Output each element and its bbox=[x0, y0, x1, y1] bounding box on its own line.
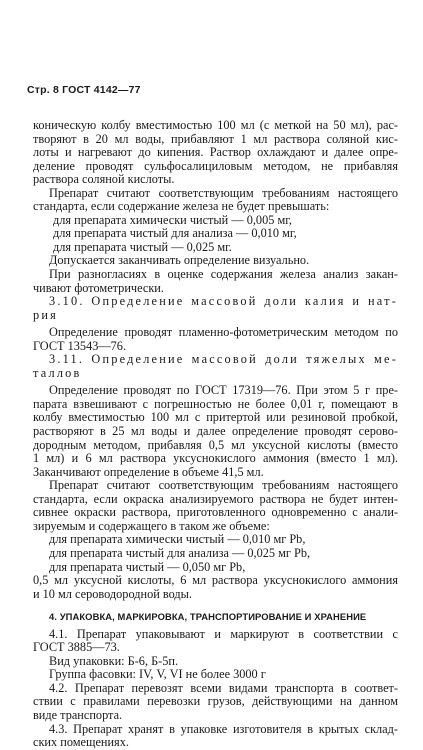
text-line: ствии с правилами перевозки грузов, действующими на данном bbox=[33, 694, 398, 709]
text-line: Препарат считают соответствующим требованиям настоящего bbox=[49, 478, 398, 493]
text-line: сивнее окраски раствора, приготовленного одновременно с анали- bbox=[33, 505, 398, 520]
text-line: зируемым и содержащего в таком же объеме: bbox=[33, 518, 270, 533]
text-line: Определение проводят по ГОСТ 17319—76. При этом 5 г пре- bbox=[49, 383, 398, 398]
text-line: 4.2. Препарат перевозят всеми видами транспорта в соответ- bbox=[49, 680, 398, 695]
text-line: чивают фотометрически. bbox=[33, 280, 164, 295]
text-line: 4.3. Препарат хранят в упаковке изготовителя в крытых склад- bbox=[49, 721, 398, 736]
text-line: коническую колбу вместимостью 100 мл (с меткой на 50 мл), рас- bbox=[33, 118, 398, 132]
text-line: 1 мл) и 6 мл раствора уксуснокислого аммония (вместо 1 мл). bbox=[33, 451, 398, 466]
section-heading-3-10-cont: рия bbox=[33, 307, 58, 322]
text-line: Группа фасовки: IV, V, VI не более 3000 г bbox=[49, 667, 266, 682]
section-heading-3-11: 3.11. Определение массовой доли тяжелых ме- bbox=[49, 352, 398, 367]
text-line: 0,5 мл уксусной кислоты, 6 мл раствора уксуснокислого аммония bbox=[33, 573, 398, 588]
text-line: ГОСТ 13543—76. bbox=[33, 338, 127, 353]
page-header: Стр. 8 ГОСТ 4142—77 bbox=[27, 84, 141, 96]
text-line: Препарат считают соответствующим требованиям настоящего bbox=[49, 185, 398, 200]
document-body bbox=[33, 119, 398, 750]
text-line: дородным методом, прибавляя 0,5 мл уксусной кислоты (вместо bbox=[33, 437, 398, 452]
text-line: для препарата химически чистый — 0,010 мг Pb, bbox=[49, 532, 306, 547]
text-line: парата взвешивают с погрешностью не более 0,01 г, помещают в bbox=[33, 396, 398, 411]
text-line: растворяют в 25 мл воды и далее определение проводят серово- bbox=[33, 424, 398, 439]
text-line: При разногласиях в оценке содержания железа анализ закан- bbox=[49, 267, 398, 282]
text-line: Допускается заканчивать определение визуально. bbox=[49, 253, 310, 268]
text-line: Вид упаковки: Б-6, Б-5п. bbox=[49, 653, 179, 668]
text-line: стандарта, если содержание железа не будет превышать: bbox=[33, 199, 330, 214]
section-heading-3-10: 3.10. Определение массовой доли калия и нат- bbox=[49, 294, 398, 309]
text-line: стандарта, если окраска анализируемого раствора не будет интен- bbox=[33, 491, 398, 506]
text-line: 4.1. Препарат упаковывают и маркируют в соответствии с bbox=[49, 626, 398, 641]
text-line: Определение проводят пламенно-фотометрическим методом по bbox=[49, 325, 398, 340]
text-line: творяют в 20 мл воды, прибавляют 1 мл раствора соляной кис- bbox=[33, 131, 398, 146]
text-line: для препарата чистый — 0,050 мг Pb, bbox=[49, 559, 246, 574]
text-line: и 10 мл сероводородной воды. bbox=[33, 586, 192, 601]
text-line: Заканчивают определение в объеме 41,5 мл. bbox=[33, 464, 264, 479]
text-line: лоты и нагревают до кипения. Раствор охлаждают и далее опре- bbox=[33, 145, 398, 160]
section-heading-4: 4. УПАКОВКА, МАРКИРОВКА, ТРАНСПОРТИРОВАНИЕ И ХРАНЕНИЕ bbox=[49, 611, 367, 623]
section-heading-3-11-cont: таллов bbox=[33, 365, 82, 380]
text-line: для препарата чистый — 0,025 мг. bbox=[53, 239, 232, 254]
text-line: виде транспорта. bbox=[33, 707, 123, 722]
text-line: для препарата химически чистый — 0,005 мг, bbox=[53, 212, 292, 227]
text-line: ГОСТ 3885—73. bbox=[33, 640, 120, 655]
text-line: для препарата чистый для анализа — 0,025 мг Pb, bbox=[49, 545, 311, 560]
text-line: колбу вместимостью 100 мл с притертой или резиновой пробкой, bbox=[33, 410, 398, 425]
text-line: для препарата чистый для анализа — 0,010 мг, bbox=[53, 226, 297, 241]
text-line: ских помещениях. bbox=[33, 735, 129, 750]
text-line: деление проводят сульфосалициловым методом, не прибавляя bbox=[33, 158, 398, 173]
text-line: раствора соляной кислоты. bbox=[33, 172, 175, 187]
